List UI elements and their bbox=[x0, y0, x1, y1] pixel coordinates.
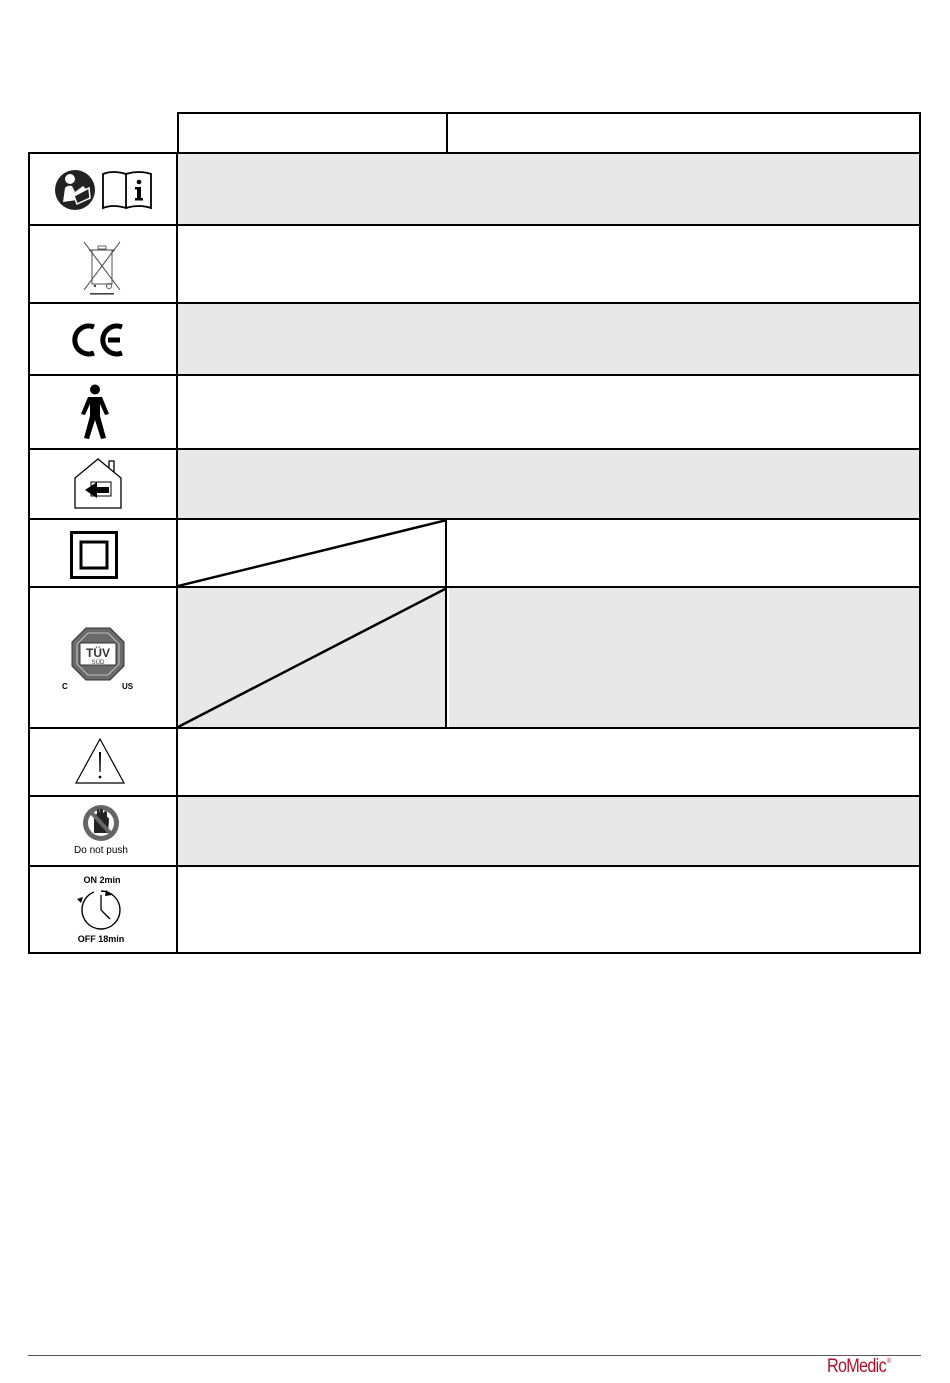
indoor-use-only-icon bbox=[71, 456, 127, 510]
table-row bbox=[30, 729, 919, 797]
timer-off-label: OFF 18min bbox=[77, 934, 125, 944]
do-not-push-icon bbox=[70, 803, 132, 861]
description-cell bbox=[178, 729, 919, 795]
symbol-cell bbox=[30, 867, 178, 952]
header-col-description bbox=[450, 114, 919, 153]
symbol-cell bbox=[30, 588, 178, 727]
description-cell bbox=[178, 154, 919, 224]
description-cell bbox=[178, 304, 919, 374]
description-cell bbox=[449, 588, 919, 727]
symbol-cell bbox=[30, 304, 178, 374]
table-row bbox=[30, 867, 919, 952]
do-not-push-caption: Do not push bbox=[74, 845, 128, 856]
description-cell bbox=[449, 520, 919, 586]
ce-mark-icon bbox=[70, 322, 126, 358]
table-row bbox=[30, 154, 919, 226]
table-row bbox=[30, 226, 919, 304]
weee-crossed-bin-icon bbox=[80, 236, 124, 298]
symbol-cell bbox=[30, 797, 178, 865]
class-ii-double-insulation-icon bbox=[70, 531, 118, 579]
duty-cycle-timer-icon bbox=[64, 875, 138, 945]
description-cell bbox=[178, 226, 919, 302]
header-col-symbol bbox=[179, 114, 448, 153]
symbol-table bbox=[28, 152, 921, 954]
not-applicable-cell bbox=[178, 520, 447, 586]
timer-on-label: ON 2min bbox=[83, 875, 121, 885]
table-row bbox=[30, 588, 919, 729]
tuv-sud-certification-icon bbox=[58, 626, 138, 692]
symbol-cell bbox=[30, 226, 178, 302]
symbol-cell bbox=[30, 376, 178, 448]
table-row bbox=[30, 376, 919, 450]
footer-divider bbox=[28, 1355, 921, 1356]
description-cell bbox=[178, 450, 919, 518]
tuv-brand-text: TÜV bbox=[86, 646, 110, 660]
table-row bbox=[30, 797, 919, 867]
description-cell bbox=[178, 797, 919, 865]
read-manual-icon bbox=[53, 168, 155, 212]
symbol-cell bbox=[30, 450, 178, 518]
romedic-logo bbox=[827, 1356, 891, 1378]
tuv-right-text: US bbox=[122, 682, 134, 691]
brand-name: RoMedic bbox=[827, 1356, 886, 1377]
type-b-applied-part-icon bbox=[79, 384, 111, 440]
table-row bbox=[30, 450, 919, 520]
warning-triangle-icon bbox=[74, 737, 126, 785]
registered-mark: ® bbox=[886, 1358, 891, 1365]
tuv-sub-text: SÜD bbox=[91, 660, 105, 666]
symbol-cell bbox=[30, 154, 178, 224]
description-cell bbox=[178, 867, 919, 952]
table-row bbox=[30, 520, 919, 588]
not-applicable-cell bbox=[178, 588, 447, 727]
table-header bbox=[177, 112, 921, 153]
tuv-left-text: C bbox=[62, 682, 68, 691]
table-row bbox=[30, 304, 919, 376]
symbol-cell bbox=[30, 520, 178, 586]
description-cell bbox=[178, 376, 919, 448]
symbol-cell bbox=[30, 729, 178, 795]
